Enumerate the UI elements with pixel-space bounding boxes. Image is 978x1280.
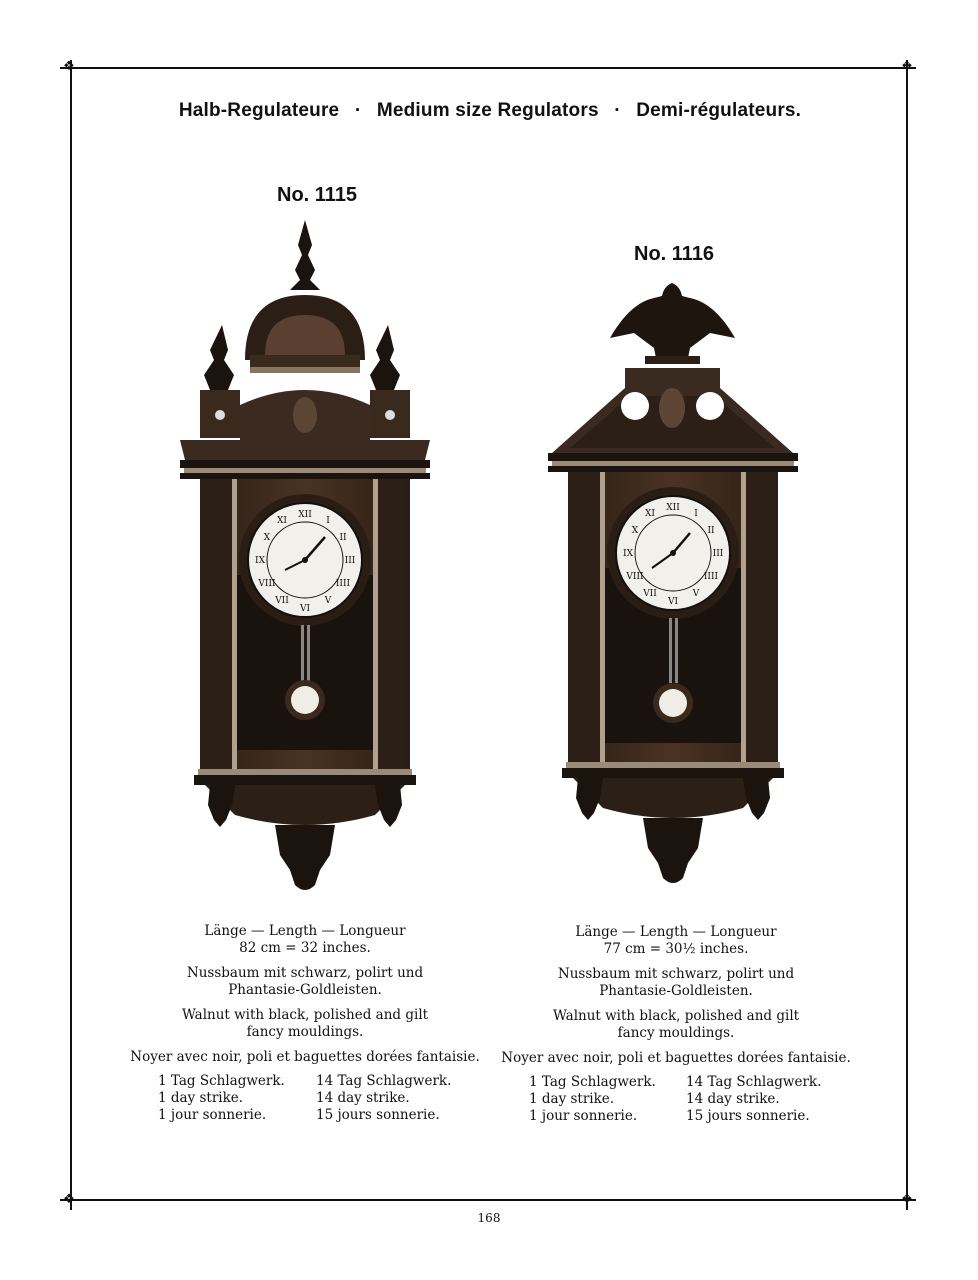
strike-1-day-1115 [158,1073,285,1124]
ornament-corner-icon: ❖ [63,1192,75,1207]
dial-numeral: IIII [703,572,719,582]
clock-1115-illustration [170,215,440,905]
strike-line: 1 jour sonnerie. [529,1108,638,1124]
strike-line: 1 Tag Schlagwerk. [158,1073,285,1089]
strike-line: 15 jours sonnerie. [316,1107,440,1123]
ornament-corner-icon: ❖ [901,1192,913,1207]
dial-numeral: VI [667,597,679,607]
header-german: Halb-Regulateure [178,100,340,121]
length-label: Länge — Length — Longueur [575,924,777,940]
dial-numeral: I [326,516,330,526]
strike-line: 14 Tag Schlagwerk. [686,1074,822,1090]
clock-1116-illustration [540,278,805,898]
dial-numeral: X [631,526,639,536]
dial-numeral: IIII [335,579,351,589]
dial-numeral: VII [275,596,289,606]
header-separator: · [354,100,362,121]
description-english: fancy mouldings. [246,1024,364,1040]
description-english: Walnut with black, polished and gilt [181,1007,429,1023]
description-german: Nussbaum mit schwarz, polirt und [186,965,424,981]
strike-line: 14 day strike. [686,1091,780,1107]
dial-numeral: IX [255,556,265,566]
description-english: fancy mouldings. [617,1025,735,1041]
description-german: Nussbaum mit schwarz, polirt und [557,966,795,982]
length-value: 82 cm = 32 inches. [239,940,371,956]
strike-14-day-1116 [686,1074,821,1125]
length-value: 77 cm = 30½ inches. [603,941,749,957]
strike-line: 1 jour sonnerie. [158,1107,267,1123]
frame-bottom-rule [60,1199,916,1201]
ornament-corner-icon: ❖ [63,59,75,74]
model-number-1116: No. 1116 [634,243,715,265]
page-number: 168 [477,1211,501,1225]
model-number-1115: No. 1115 [277,184,358,206]
header-french: Demi-régulateurs. [636,100,802,121]
description-german: Phantasie-Goldleisten. [228,982,382,998]
dial-numeral: V [692,589,700,599]
dial-numeral: VIII [626,572,644,582]
strike-line: 14 day strike. [316,1090,410,1106]
dial-numeral: XI [277,516,287,526]
page-header [80,100,900,122]
dial-numeral: X [263,533,271,543]
strike-line: 1 day strike. [529,1091,615,1107]
strike-line: 15 jours sonnerie. [686,1108,810,1124]
dial-numeral: II [339,533,347,543]
strike-line: 1 day strike. [158,1090,244,1106]
header-separator: · [614,100,621,121]
clock-1116-description [496,924,856,1075]
description-german: Phantasie-Goldleisten. [599,983,753,999]
description-french: Noyer avec noir, poli et baguettes dorées fantaisie. [501,1050,851,1066]
strike-line: 14 Tag Schlagwerk. [316,1073,452,1089]
dial-numeral: XII [298,510,312,520]
dial-numeral: III [344,556,356,566]
dial-numeral: VIII [258,579,276,589]
dial-numeral: III [712,549,724,559]
frame-right-rule [906,60,908,1210]
description-french: Noyer avec noir, poli et baguettes dorées fantaisie. [130,1049,480,1065]
dial-numeral: I [694,509,698,519]
description-english: Walnut with black, polished and gilt [552,1008,800,1024]
dial-numeral: V [324,596,332,606]
length-label: Länge — Length — Longueur [204,923,406,939]
strike-1-day-1116 [529,1074,656,1125]
dial-numeral: VII [643,589,657,599]
dial-numeral: IX [623,549,633,559]
strike-14-day-1115 [316,1073,451,1124]
clock-1115-description [125,923,485,1074]
dial-numeral: VI [299,604,311,614]
ornament-corner-icon: ❖ [901,59,913,74]
frame-top-rule [60,67,916,69]
frame-left-rule [70,60,72,1210]
dial-numeral: XI [645,509,655,519]
header-english: Medium size Regulators [376,100,599,121]
dial-numeral: II [707,526,715,536]
dial-numeral: XII [666,503,680,513]
strike-line: 1 Tag Schlagwerk. [529,1074,656,1090]
